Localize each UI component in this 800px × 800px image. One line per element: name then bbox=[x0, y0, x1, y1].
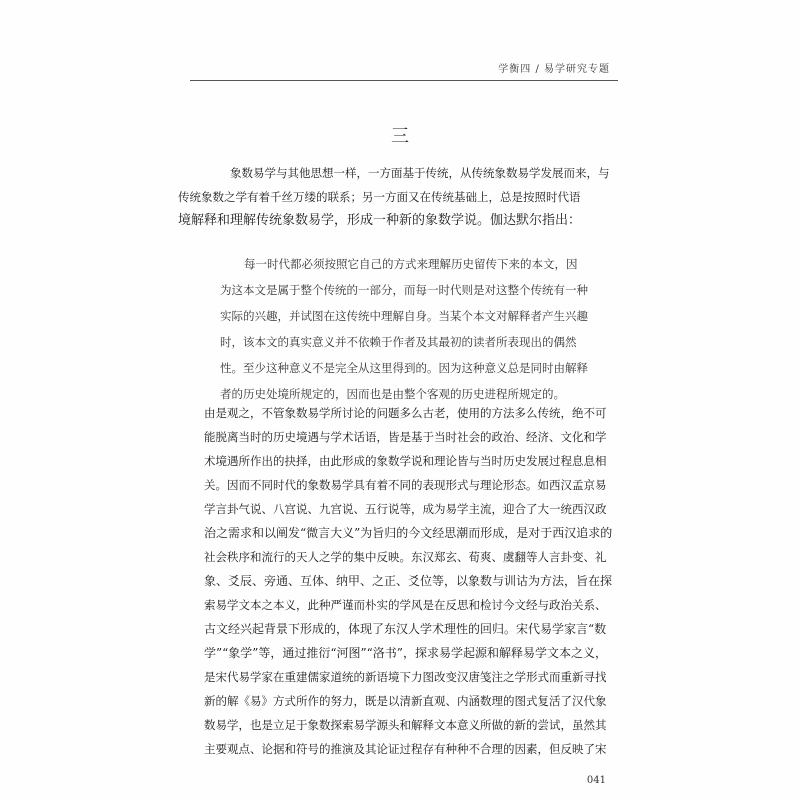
text-line: 学言卦气说、八宫说、九宫说、五行说等，成为易学主流，迎合了大一统西汉政 bbox=[204, 502, 607, 516]
text-line: 由是观之，不管象数易学所讨论的问题多么古老，使用的方法多么传统，绝不可 bbox=[204, 406, 607, 420]
text-line: 象数易学与其他思想一样，一方面基于传统，从传统象数易学发展而来，与 bbox=[230, 166, 610, 180]
paragraph-body bbox=[204, 401, 614, 761]
block-quote bbox=[220, 251, 600, 407]
text-line: 境解释和理解传统象数易学，形成一种新的象数学说。伽达默尔指出： bbox=[178, 213, 582, 228]
text-line: 象、爻辰、旁通、互体、纳甲、之正、爻位等，以象数与训诂为方法，旨在探 bbox=[204, 574, 613, 588]
text-line: 能脱离当时的历史境遇与学术话语，皆是基于当时社会的政治、经济、文化和学 bbox=[204, 430, 607, 444]
quote-line: 者的历史处境所规定的，因而也是由整个客观的历史进程所规定的。 bbox=[220, 387, 565, 401]
text-line: 关。因而不同时代的象数易学具有着不同的表现形式与理论形态。如西汉孟京易 bbox=[204, 478, 607, 492]
text-line: 索易学文本之本义，此种严谨而朴实的学风是在反思和检讨今文经与政治关系、 bbox=[204, 598, 607, 612]
text-line: 治之需求和以阐发“微言大义”为旨归的今文经思潮而形成，是对于西汉追求的 bbox=[204, 526, 613, 540]
text-line: 是宋代易学家在重建儒家道统的新语境下力图改变汉唐笺注之学形式而重新寻找 bbox=[204, 670, 607, 684]
paragraph-intro bbox=[178, 161, 614, 233]
quote-line: 实际的兴趣，并试图在这传统中理解自身。当某个本文对解释者产生兴趣 bbox=[220, 309, 588, 323]
text-line: 古文经兴起背景下形成的，体现了东汉人学术理性的回归。宋代易学家言“数 bbox=[204, 622, 607, 636]
text-line: 术境遇所作出的抉择，由此形成的象数学说和理论皆与当时历史发展过程息息相 bbox=[204, 454, 607, 468]
section-heading: 三 bbox=[391, 126, 409, 147]
quote-line: 为这本文是属于整个传统的一部分，而每一时代则是对这整个传统有一种 bbox=[220, 283, 588, 297]
text-line: 新的解《易》方式所作的努力，既是以清新直观、内涵数理的图式复活了汉代象 bbox=[204, 694, 607, 708]
page-number: 041 bbox=[586, 775, 606, 786]
header-rule bbox=[190, 80, 618, 81]
text-line: 数易学，也是立足于象数探索易学源头和解释文本意义所做的新的尝试，虽然其 bbox=[204, 718, 607, 732]
text-line: 学”“象学”等，通过推衍“河图”“洛书”，探求易学起源和解释易学文本之义， bbox=[204, 646, 607, 660]
quote-line: 时，该本文的真实意义并不依赖于作者及其最初的读者所表现出的偶然 bbox=[220, 335, 577, 349]
text-line: 主要观点、论据和符号的推演及其论证过程存有种种不合理的因素，但反映了宋 bbox=[204, 742, 607, 756]
text-line: 社会秩序和流行的天人之学的集中反映。东汉郑玄、荀爽、虞翻等人言卦变、礼 bbox=[204, 550, 607, 564]
text-line: 传统象数之学有着千丝万缕的联系；另一方面又在传统基础上，总是按照时代语 bbox=[178, 190, 581, 204]
quote-line: 每一时代都必须按照它自己的方式来理解历史留传下来的本文，因 bbox=[244, 257, 578, 271]
quote-line: 性。至少这种意义不是完全从这里得到的。因为这种意义总是同时由解释 bbox=[220, 361, 588, 375]
running-header: 学衡四 / 易学研究专题 bbox=[498, 64, 610, 75]
